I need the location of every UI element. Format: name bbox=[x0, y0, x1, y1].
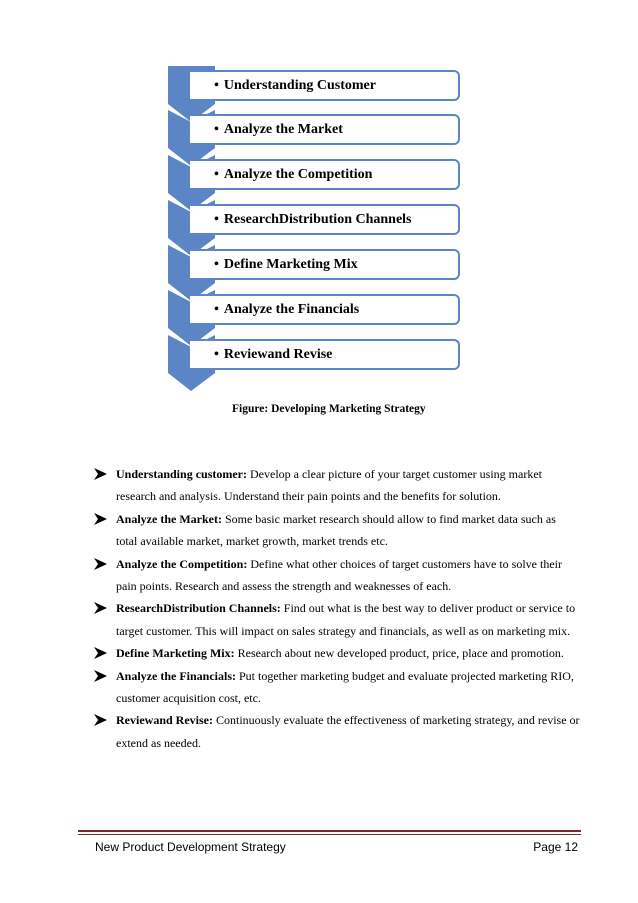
list-item bbox=[94, 508, 580, 553]
step-bullet: • bbox=[214, 256, 219, 272]
list-item-term: Understanding customer: bbox=[116, 467, 247, 481]
step-bullet: • bbox=[214, 121, 219, 137]
step-label: Reviewand Revise bbox=[223, 346, 333, 362]
list-item-term: Analyze the Financials: bbox=[116, 668, 236, 683]
footer-document-title: New Product Development Strategy bbox=[95, 840, 286, 854]
list-item bbox=[94, 642, 580, 664]
process-step bbox=[190, 294, 460, 325]
list-item-text: Find out what is the best way to deliver product or service to target customer. This will impact on sales strategy and financials, as well as on marketing mix. bbox=[116, 601, 576, 638]
footer-divider-thin bbox=[78, 834, 581, 835]
arrow-bullet-icon bbox=[94, 714, 107, 726]
marketing-strategy-diagram bbox=[0, 0, 638, 415]
step-label: Analyze the Market bbox=[223, 121, 343, 137]
list-item-term: Analyze the Competition: bbox=[116, 556, 248, 571]
list-item-text: Continuously evaluate the effectiveness of marketing strategy, and revise or extend as needed. bbox=[116, 713, 580, 750]
process-step bbox=[190, 339, 460, 370]
arrow-bullet-icon bbox=[94, 670, 107, 682]
process-step bbox=[190, 249, 460, 280]
process-step bbox=[190, 204, 460, 235]
arrow-bullet-icon bbox=[94, 647, 107, 659]
footer-divider bbox=[78, 830, 581, 832]
list-item-term: Reviewand Revise: bbox=[116, 713, 213, 728]
list-item-text: Put together marketing budget and evaluate projected marketing RIO, customer acquisition cost, etc. bbox=[116, 668, 574, 706]
list-item bbox=[94, 553, 580, 598]
list-item-term: ResearchDistribution Channels: bbox=[116, 601, 281, 616]
list-item-term: Define Marketing Mix: bbox=[116, 646, 235, 661]
list-item bbox=[94, 665, 580, 710]
process-step bbox=[190, 114, 460, 145]
list-item-text: Define what other choices of target customers have to solve their pain points. Research and assess the strength and weaknesses of each. bbox=[116, 556, 562, 594]
figure-caption: Figure: Developing Marketing Strategy bbox=[232, 403, 426, 415]
list-item bbox=[94, 709, 580, 754]
step-bullet: • bbox=[214, 166, 219, 182]
footer-page-number: Page 12 bbox=[533, 840, 578, 854]
step-bullet: • bbox=[214, 301, 219, 317]
arrow-bullet-icon bbox=[94, 558, 107, 570]
arrow-bullet-icon bbox=[94, 602, 107, 614]
step-label: Analyze the Competition bbox=[223, 166, 373, 182]
step-bullet: • bbox=[214, 346, 219, 362]
step-label: Define Marketing Mix bbox=[223, 256, 358, 272]
step-label: Analyze the Financials bbox=[223, 301, 360, 317]
list-item-text: Some basic market research should allow to find market data such as total available market, market growth, market trends etc. bbox=[116, 511, 556, 549]
strategy-bullet-list bbox=[94, 463, 580, 754]
list-item-text: Develop a clear picture of your target customer using market research and analysis. Understand their pain points and the benefits for solution. bbox=[116, 467, 543, 504]
arrow-bullet-icon bbox=[94, 513, 107, 525]
process-step bbox=[190, 159, 460, 190]
step-bullet: • bbox=[214, 211, 219, 227]
list-item bbox=[94, 463, 580, 508]
process-step bbox=[190, 70, 460, 101]
step-label: ResearchDistribution Channels bbox=[223, 211, 412, 227]
list-item-term: Analyze the Market: bbox=[116, 511, 222, 526]
arrow-bullet-icon bbox=[94, 468, 107, 480]
list-item bbox=[94, 597, 580, 642]
list-item-text: Research about new developed product, price, place and promotion. bbox=[234, 646, 564, 661]
step-bullet: • bbox=[214, 77, 219, 93]
step-label: Understanding Customer bbox=[223, 77, 376, 93]
